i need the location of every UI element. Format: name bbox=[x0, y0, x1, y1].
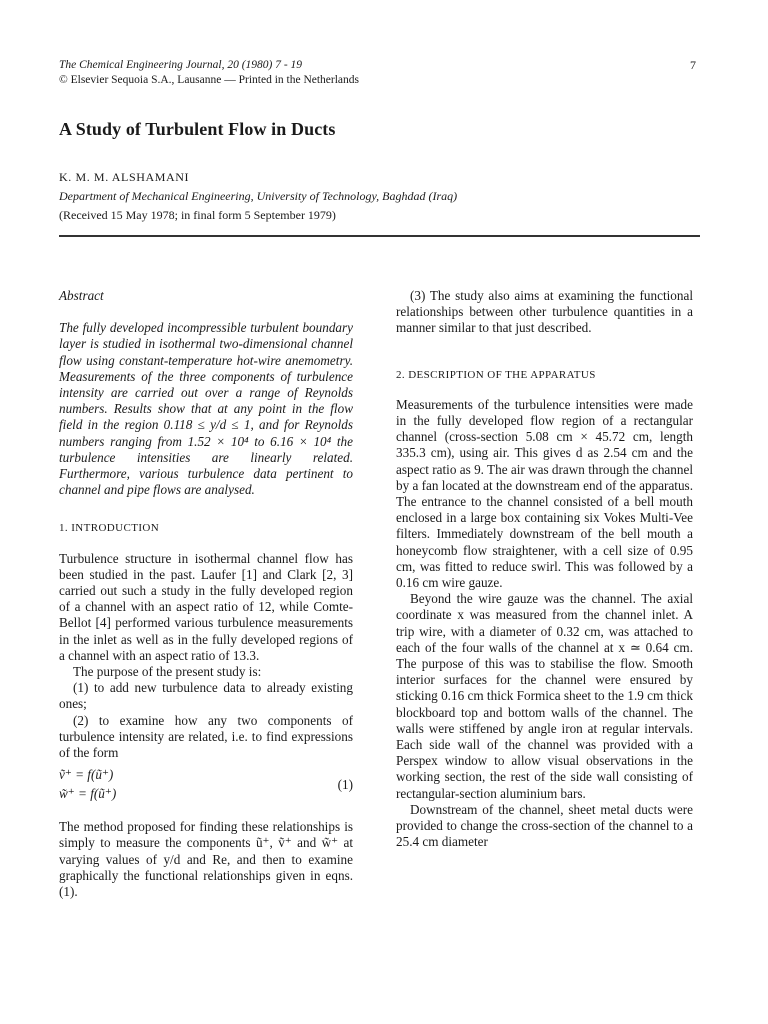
apparatus-paragraph-1: Measurements of the turbulence intensities were made in the fully developed flow region of a rectangular channel (cross-section 5.08 cm × 45.72 cm, length 335.3 cm), using air. This gives d as 2.54 cm and the aspect ratio as 9. The air was drawn through the channel by a fan located at the downstream end of the apparatus. The entrance to the channel consisted of a bell mouth enclosed in a large box containing six Vokes Multi-Vee filters. Immediately downstream of the bell mouth a honeycomb flow straightener, with a cell size of 0.95 cm, was fitted to reduce swirl. This was followed by a 0.16 cm wire gauze. bbox=[396, 396, 693, 591]
intro-paragraph-1: Turbulence structure in isothermal channel flow has been studied in the past. Laufer [1] and Clark [2, 3] carried out such a study in the fully developed region of a channel with an aspect ratio of 12, while Comte-Bellot [4] performed various turbulence measurements in the inlet as well as in the fully developed regions of a channel with an aspect ratio of 13.3. bbox=[59, 550, 353, 663]
author-name: K. M. M. ALSHAMANI bbox=[59, 170, 190, 184]
left-column bbox=[59, 288, 353, 900]
introduction-heading: 1. INTRODUCTION bbox=[59, 522, 160, 535]
intro-list-item-3: (3) The study also aims at examining the functional relationships between other turbulence quantities in a manner similar to that just described. bbox=[396, 288, 693, 336]
publisher-line: © Elsevier Sequoia S.A., Lausanne — Printed in the Netherlands bbox=[59, 74, 360, 86]
equation-line-2: w̃⁺ = f(ũ⁺) bbox=[59, 786, 117, 802]
abstract-heading: Abstract bbox=[59, 288, 104, 303]
apparatus-heading: 2. DESCRIPTION OF THE APPARATUS bbox=[396, 368, 596, 381]
page-number: 7 bbox=[690, 58, 696, 72]
abstract-text: The fully developed incompressible turbulent boundary layer is studied in isothermal two-dimensional channel flow using constant-temperature hot-wire anemometry. Measurements of the three components of turbulence intensity are carried out over a range of Reynolds numbers. Results show that at any point in the flow field in the region 0.118 ≤ y/d ≤ 1, and for Reynolds numbers ranging from 1.52 × 10⁴ to 6.16 × 10⁴ the turbulence intensities are linearly related. Furthermore, various turbulence data pertinent to channel and pipe flows are analysed. bbox=[59, 320, 353, 498]
apparatus-paragraph-2: Beyond the wire gauze was the channel. The axial coordinate x was measured from the channel inlet. A trip wire, with a diameter of 0.32 cm, was attached to each of the four walls of the channel at x ≃ 0.64 cm. The purpose of this was to stabilise the flow. Smooth interior surfaces for the channel were ensured by sticking 0.16 cm thick Formica sheet to the 1.9 cm thick blockboard top and bottom walls of the channel. The walls were stiffened by angle iron at regular intervals. Each side wall of the channel was provided with a Perspex window to allow visual observations in the working section, the rest of the side wall consisting of rectangular-section aluminium bars. bbox=[396, 591, 693, 801]
article-title: A Study of Turbulent Flow in Ducts bbox=[59, 119, 336, 139]
right-column bbox=[396, 288, 693, 851]
equation-1 bbox=[59, 767, 353, 807]
journal-citation: The Chemical Engineering Journal, 20 (1980) 7 - 19 bbox=[59, 59, 303, 71]
journal-header bbox=[59, 58, 359, 88]
apparatus-paragraph-3: Downstream of the channel, sheet metal ducts were provided to change the cross-section of the channel to a 25.4 cm diameter bbox=[396, 801, 693, 850]
author-affiliation: Department of Mechanical Engineering, University of Technology, Baghdad (Iraq) bbox=[59, 189, 458, 203]
intro-list-item-2: (2) to examine how any two components of turbulence intensity are related, i.e. to find expressions of the form bbox=[59, 712, 353, 761]
equation-line-1: ṽ⁺ = f(ũ⁺) bbox=[59, 767, 114, 783]
intro-paragraph-method: The method proposed for finding these relationships is simply to measure the components ũ⁺, ṽ⁺ and w̃⁺ at varying values of y/d and Re, and then to examine graphically the functional relationships given in eqns. (1). bbox=[59, 819, 353, 900]
equation-number: (1) bbox=[337, 777, 353, 793]
intro-paragraph-2: The purpose of the present study is: bbox=[73, 664, 262, 680]
intro-list-item-1: (1) to add new turbulence data to already existing ones; bbox=[59, 680, 353, 712]
header-divider bbox=[59, 235, 700, 237]
received-dates: (Received 15 May 1978; in final form 5 September 1979) bbox=[59, 208, 336, 222]
